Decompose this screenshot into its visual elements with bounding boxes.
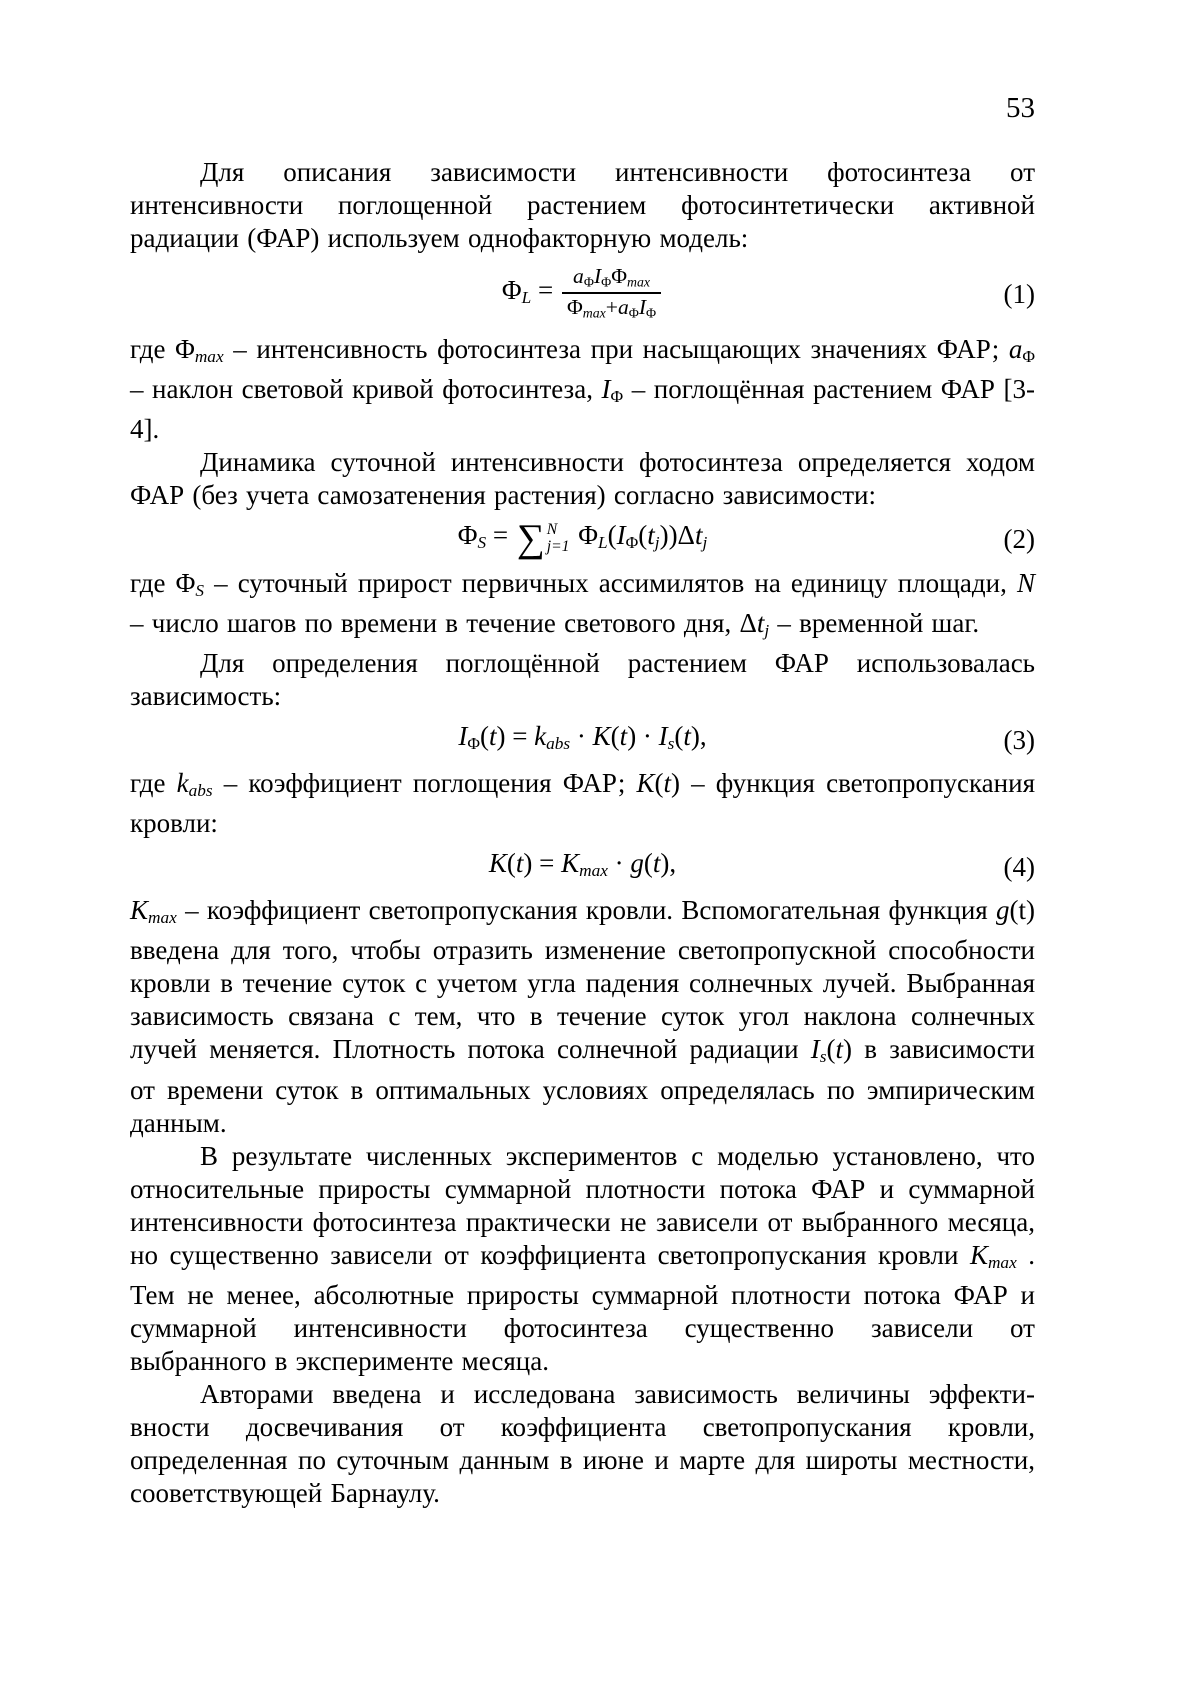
text-run: В результате численных экспериментов с моделью установлено, что относительные приросты суммарной плотности потока ФАР и суммарной интенсивности фотосинтеза практически не зависели от выбранного месяца, но существенно зависели от коэффициента светопропускания кровли [130,1140,1035,1270]
text-run: . Тем не менее, абсолютные приросты суммарной плотности потока ФАР и суммарной интенсивности фотосинтеза существенно зависели от выбранного в эксперименте месяца. [130,1239,1035,1376]
sigma-symbol: ∑ [516,516,545,560]
text-run: ) в зависимости от времени суток в оптимальных условиях определялась по эмпирическим данным. [130,1034,1035,1138]
equation [130,257,1035,331]
paragraph [130,894,1035,1139]
text-run: – поглощённая растением ФАР [3-4]. [130,374,1035,445]
summation [516,516,570,560]
text-run: ) – функция светопропускания кровли: [130,767,1035,839]
subscript: max [987,1252,1017,1272]
text-run: t [835,1034,844,1065]
text-run: Для определения поглощённой растением ФАР использовалась зависимость: [130,647,1035,711]
text-run: ) = [496,720,535,751]
subscript: j [654,533,660,553]
text-run: ))Δ [659,520,695,551]
text-run: I [616,520,626,551]
subscript: Φ [1022,347,1036,367]
subscript: max [579,861,608,881]
text-run: t [619,720,628,751]
text-run: ), [690,720,707,751]
summation-limits [547,521,570,555]
subscript: L [521,288,532,308]
text-run: Для описания зависимости интенсивности фотосинтеза от интенсивности поглощенной растением фотосинтетически активной радиации (ФАР) используем однофакторную модель: [130,157,1035,253]
text-run: Динамика суточной интенсивности фотосинтеза определяется ходом ФАР (без учета самозатенения растения) согласно зависимости: [130,447,1035,511]
subscript: Φ [610,387,624,407]
text-run: K [969,1239,988,1270]
text-run: g [996,895,1010,926]
subscript: Φ [625,533,639,553]
text-run: – число шагов по времени в течение светового дня, Δ [130,607,757,638]
fraction-denominator [562,294,661,322]
subscript: max [194,347,224,367]
paragraph [130,647,1035,713]
equation-body [458,515,708,563]
text-run: где Φ [130,334,195,365]
text-run: – суточный прирост первичных ассимилятов на единицу площади, [203,567,1017,598]
subscript: L [598,533,608,553]
text-run: I [601,374,611,405]
text-run: + [605,294,618,319]
text-run: где [130,767,177,798]
text-run: – наклон световой кривой фотосинтеза, [130,374,602,405]
text-run: = [531,275,560,305]
text-run: где Φ [130,567,196,598]
summation-upper-limit: N [546,520,558,538]
text-run: K [561,848,580,879]
text-run: k [534,720,547,751]
text-run: I [593,263,602,288]
text-run: – интенсивность фотосинтеза при насыщающих значениях ФАР; [223,334,1009,365]
text-run: k [176,767,189,798]
text-run: t [647,520,655,551]
subscript: Φ [628,305,639,321]
subscript: max [148,908,177,928]
text-run: Φ [566,294,583,319]
text-run: ), [660,848,677,879]
subscript: Φ [646,305,657,321]
text-run: ( [638,520,648,551]
text-run: ( [506,848,516,879]
text-run: t [652,848,661,879]
equation [130,843,1035,891]
text-run: Авторами введена и исследована зависимость величины эффекти-вности досвечивания от коэффициента светопропускания кровли, определенная по суточным данным в июне и марте для широты местности, сооветствующей Барнаулу. [130,1378,1035,1508]
text-run: t [756,607,765,638]
subscript: S [477,533,487,553]
equation [130,515,1035,563]
text-run: t [488,720,497,751]
document-body [130,156,1035,1510]
text-run: ( [479,720,489,751]
paragraph [130,1378,1035,1510]
paragraph [130,767,1035,840]
text-run: I [458,720,468,751]
subscript: s [667,733,675,753]
subscript: max [582,305,606,321]
text-run: t [663,767,672,798]
subscript: s [819,1047,827,1067]
paragraph [130,446,1035,512]
text-run: g [630,848,644,879]
paragraph [130,156,1035,255]
equation-number: (3) [1003,724,1035,755]
text-run: – коэффициент поглощения ФАР; [212,767,637,798]
text-run: ) = [523,848,562,879]
text-run: a [1008,334,1023,365]
text-run: t [683,720,691,751]
fraction-numerator [562,264,661,294]
text-run: (t) введена для того, чтобы отразить изменение светопропускной способности кровли в течение суток с учетом угла падения солнечных лучей. Выбранная зависимость связана с тем, что в течение суток угол наклона солнечных лучей меняется. Плотность потока солнечной радиации [130,895,1035,1065]
text-run: = [486,520,515,551]
equation-number: (4) [1003,852,1035,883]
paragraph [130,333,1035,446]
text-run: K [636,767,655,798]
subscript: j [702,533,708,553]
equation-body [502,257,663,331]
text-run: t [694,520,703,551]
text-run: t [515,848,524,879]
paragraph [130,567,1035,647]
text-run: K [592,720,611,751]
text-run: Φ [457,520,478,551]
text-run: K [488,848,507,879]
text-run: ( [674,720,684,751]
equation-number: (2) [1003,524,1035,555]
subscript: j [764,620,770,640]
text-run: K [130,895,149,926]
text-run: ( [607,520,617,551]
text-run: – коэффициент светопропускания кровли. Вспомогательная функция [176,895,997,926]
text-run: I [638,294,647,319]
subscript: Φ [583,274,594,290]
subscript: S [195,580,204,600]
equation-body [458,716,706,764]
equation-body [489,843,676,891]
subscript: Φ [467,733,480,753]
text-run: N [1016,567,1035,598]
text-run: ( [643,848,653,879]
page-number: 53 [1006,92,1035,124]
text-run: I [810,1034,820,1065]
text-run: ( [826,1034,836,1065]
text-run: · [570,720,593,751]
equation-number: (1) [1003,279,1035,310]
summation-lower-limit: j=1 [546,538,570,556]
text-run: I [658,720,668,751]
text-run: ) · [627,720,659,751]
text-run: Φ [571,520,599,551]
subscript: max [627,274,651,290]
text-run: ( [654,767,664,798]
subscript: Φ [601,274,612,290]
text-run: · [607,848,631,879]
text-run: – временной шаг. [769,607,980,638]
subscript: abs [546,733,571,753]
paragraph [130,1140,1035,1378]
fraction [562,264,661,322]
equation [130,716,1035,764]
text-run: a [573,263,584,288]
text-run: Φ [501,275,522,305]
text-run: a [617,294,629,319]
text-run: ( [610,720,620,751]
text-run: Φ [611,263,628,288]
subscript: abs [188,781,213,801]
